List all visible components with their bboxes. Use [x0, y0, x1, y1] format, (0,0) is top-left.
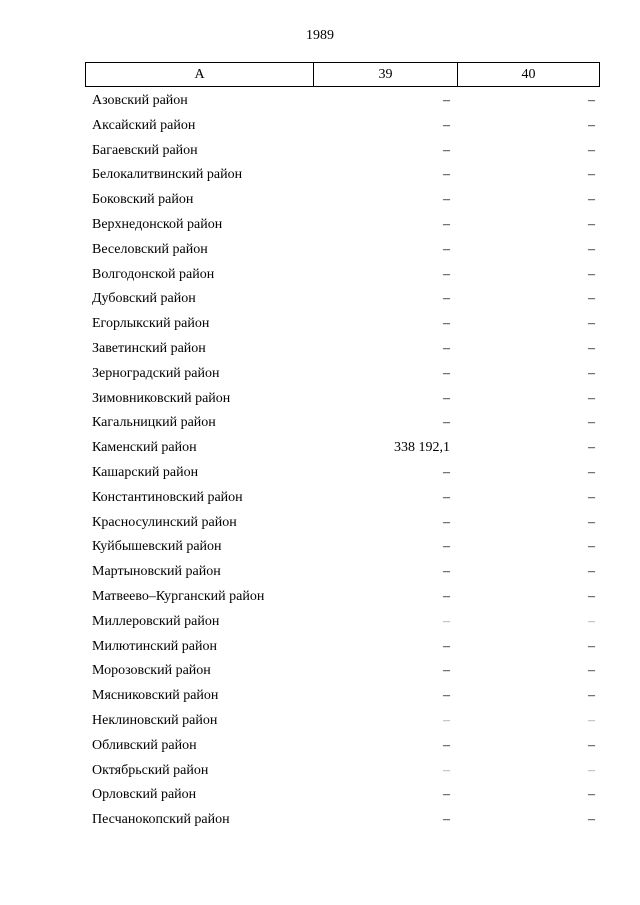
value-column-40: –	[588, 340, 595, 356]
table-row	[85, 287, 600, 312]
table-row	[85, 759, 600, 784]
district-name: Песчанокопский район	[92, 812, 230, 828]
value-column-39: –	[443, 688, 450, 704]
district-name: Красносулинский район	[92, 514, 237, 530]
district-name: Каменский район	[92, 440, 197, 456]
page-number: 1989	[306, 28, 334, 43]
value-column-40: –	[588, 390, 595, 406]
header-column-a: А	[86, 63, 314, 86]
value-column-39: –	[443, 365, 450, 381]
district-name: Кашарский район	[92, 464, 199, 480]
value-column-39: –	[443, 737, 450, 753]
district-name: Неклиновский район	[92, 712, 218, 728]
value-column-40: –	[588, 787, 595, 803]
table-row	[85, 411, 600, 436]
value-column-39: –	[443, 415, 450, 431]
table-row	[85, 734, 600, 759]
district-name: Зимовниковский район	[92, 390, 231, 406]
value-column-40: –	[588, 737, 595, 753]
district-name: Морозовский район	[92, 663, 211, 679]
value-column-39: –	[443, 489, 450, 505]
table-row	[85, 659, 600, 684]
table-row	[85, 560, 600, 585]
value-column-39: –	[443, 638, 450, 654]
value-column-39: –	[443, 539, 450, 555]
header-column-40: 40	[521, 66, 536, 82]
table-row	[85, 461, 600, 486]
value-column-40: –	[588, 712, 595, 728]
district-name: Багаевский район	[92, 142, 198, 158]
value-column-39: –	[443, 167, 450, 183]
value-column-39: –	[443, 241, 450, 257]
district-name: Егорлыкский район	[92, 316, 210, 332]
district-name: Волгодонской район	[92, 266, 215, 282]
value-column-40: –	[588, 291, 595, 307]
value-column-40: –	[588, 588, 595, 604]
table-row	[85, 114, 600, 139]
value-column-40: –	[588, 365, 595, 381]
value-column-40: –	[588, 192, 595, 208]
value-column-40: –	[588, 167, 595, 183]
district-name: Константиновский район	[92, 489, 243, 505]
district-name: Кагальницкий район	[92, 415, 216, 431]
table-row	[85, 783, 600, 808]
district-name: Боковский район	[92, 192, 194, 208]
district-name: Веселовский район	[92, 241, 208, 257]
value-column-40: –	[588, 316, 595, 332]
district-name: Куйбышевский район	[92, 539, 222, 555]
table-row	[85, 89, 600, 114]
value-column-40: –	[588, 464, 595, 480]
district-name: Азовский район	[92, 93, 188, 108]
value-column-40: –	[588, 216, 595, 232]
table-row	[85, 610, 600, 635]
district-name: Мясниковский район	[92, 688, 219, 704]
district-name: Дубовский район	[92, 291, 196, 307]
table-row	[85, 535, 600, 560]
district-name: Аксайский район	[92, 117, 196, 133]
value-column-40: –	[588, 812, 595, 828]
district-name: Обливский район	[92, 737, 197, 753]
value-column-39: –	[443, 588, 450, 604]
table-row	[85, 362, 600, 387]
table-row	[85, 585, 600, 610]
value-column-39: –	[443, 564, 450, 580]
value-column-40: –	[588, 489, 595, 505]
district-name: Зерноградский район	[92, 365, 220, 381]
value-column-39: –	[443, 93, 450, 108]
table-row	[85, 436, 600, 461]
table-row	[85, 635, 600, 660]
value-column-40: –	[588, 514, 595, 530]
value-column-40: –	[588, 663, 595, 679]
table-row	[85, 808, 600, 833]
value-column-39: –	[443, 464, 450, 480]
district-name: Миллеровский район	[92, 613, 220, 629]
value-column-40: –	[588, 688, 595, 704]
value-column-40: –	[588, 142, 595, 158]
value-column-39: –	[443, 316, 450, 332]
value-column-39: –	[443, 787, 450, 803]
district-name: Орловский район	[92, 787, 197, 803]
table-header	[85, 62, 600, 87]
value-column-39: –	[443, 117, 450, 133]
value-column-39: –	[443, 613, 450, 629]
value-column-39: –	[443, 192, 450, 208]
value-column-39: –	[443, 762, 450, 778]
header-column-39: 39	[314, 63, 458, 86]
value-column-40: –	[588, 638, 595, 654]
value-column-39: –	[443, 291, 450, 307]
value-column-40: –	[588, 539, 595, 555]
value-column-40: –	[588, 762, 595, 778]
value-column-39: –	[443, 340, 450, 356]
value-column-40: –	[588, 564, 595, 580]
table-row	[85, 213, 600, 238]
value-column-39: –	[443, 514, 450, 530]
value-column-39: –	[443, 663, 450, 679]
table-row	[85, 238, 600, 263]
district-name: Милютинский район	[92, 638, 218, 654]
table-row	[85, 263, 600, 288]
district-name: Октябрьский район	[92, 762, 209, 778]
table-row	[85, 684, 600, 709]
value-column-39: –	[443, 390, 450, 406]
table-row	[85, 312, 600, 337]
value-column-40: –	[588, 415, 595, 431]
value-column-39: –	[443, 216, 450, 232]
table-row	[85, 387, 600, 412]
district-name: Матвеево–Курганский район	[92, 588, 265, 604]
value-column-40: –	[588, 117, 595, 133]
value-column-39: –	[443, 812, 450, 828]
table-row	[85, 139, 600, 164]
value-column-39: –	[443, 266, 450, 282]
district-name: Мартыновский район	[92, 564, 221, 580]
value-column-40: –	[588, 613, 595, 629]
value-column-40: –	[588, 241, 595, 257]
value-column-40: –	[588, 266, 595, 282]
table-row	[85, 486, 600, 511]
value-column-39: 338 192,1	[394, 440, 450, 456]
table-body	[85, 89, 600, 833]
district-name: Верхнедонской район	[92, 216, 223, 232]
table-row	[85, 337, 600, 362]
table-row	[85, 709, 600, 734]
district-name: Заветинский район	[92, 340, 206, 356]
district-name: Белокалитвинский район	[92, 167, 243, 183]
value-column-40: –	[588, 440, 595, 456]
value-column-39: –	[443, 712, 450, 728]
value-column-39: –	[443, 142, 450, 158]
table-row	[85, 163, 600, 188]
table-row	[85, 188, 600, 213]
value-column-40: –	[588, 93, 595, 108]
table-row	[85, 511, 600, 536]
